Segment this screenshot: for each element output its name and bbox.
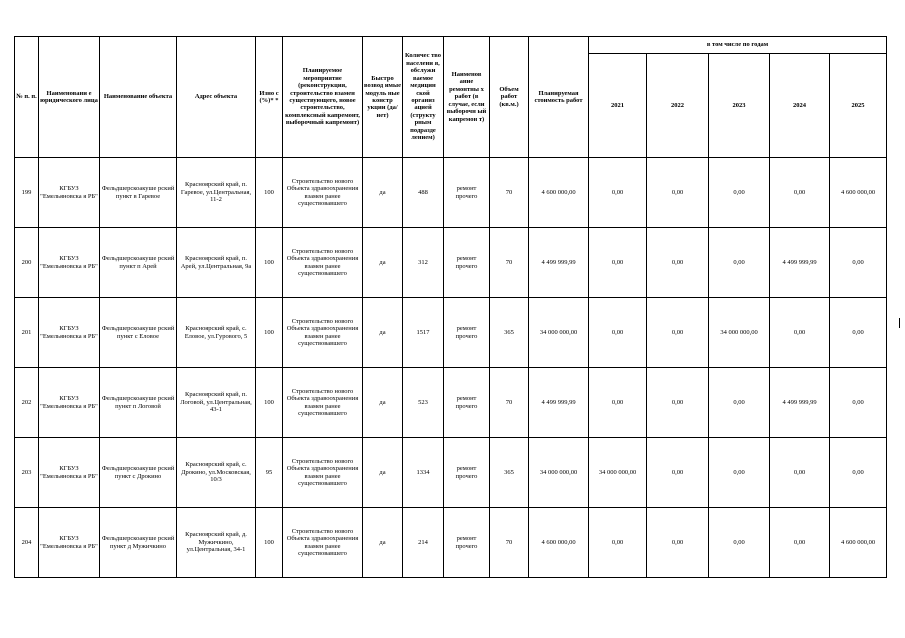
cell-entity: КГБУЗ "Емельяновска я РБ" bbox=[39, 158, 100, 228]
cell-year-2022: 0,00 bbox=[647, 228, 709, 298]
cell-wear: 100 bbox=[256, 298, 283, 368]
table-row bbox=[15, 298, 887, 368]
cell-num: 203 bbox=[15, 438, 39, 508]
cell-year-2025: 0,00 bbox=[830, 438, 887, 508]
scan-edge-mark bbox=[899, 318, 900, 328]
header-by-year: в том числе по годам bbox=[589, 37, 887, 54]
cell-cost: 4 600 000,00 bbox=[529, 508, 589, 578]
cell-population: 488 bbox=[403, 158, 444, 228]
cell-population: 1334 bbox=[403, 438, 444, 508]
cell-year-2021: 0,00 bbox=[589, 508, 647, 578]
cell-year-2025: 4 600 000,00 bbox=[830, 508, 887, 578]
cell-volume: 70 bbox=[490, 508, 529, 578]
cell-entity: КГБУЗ "Емельяновска я РБ" bbox=[39, 298, 100, 368]
table-row bbox=[15, 158, 887, 228]
table-row bbox=[15, 508, 887, 578]
cell-entity: КГБУЗ "Емельяновска я РБ" bbox=[39, 438, 100, 508]
cell-modular: да bbox=[363, 228, 403, 298]
table-row bbox=[15, 368, 887, 438]
table-header bbox=[15, 37, 887, 158]
cell-modular: да bbox=[363, 438, 403, 508]
cell-year-2022: 0,00 bbox=[647, 368, 709, 438]
cell-cost: 34 000 000,00 bbox=[529, 438, 589, 508]
cell-year-2023: 0,00 bbox=[709, 438, 770, 508]
cell-activity: Строительство нового Объекта здравоохранения взамен ранее существовавшего bbox=[283, 508, 363, 578]
cell-num: 202 bbox=[15, 368, 39, 438]
cell-object: Фельдшерскоакуше рский пункт п Арей bbox=[100, 228, 177, 298]
cell-object: Фельдшерскоакуше рский пункт в Гаревое bbox=[100, 158, 177, 228]
cell-population: 214 bbox=[403, 508, 444, 578]
cell-year-2025: 0,00 bbox=[830, 298, 887, 368]
header-year: 2024 bbox=[770, 54, 830, 158]
cell-repair: ремонт прочего bbox=[444, 298, 490, 368]
cell-modular: да bbox=[363, 298, 403, 368]
cell-wear: 100 bbox=[256, 228, 283, 298]
cell-wear: 100 bbox=[256, 158, 283, 228]
cell-population: 1517 bbox=[403, 298, 444, 368]
cell-num: 200 bbox=[15, 228, 39, 298]
cell-object: Фельдшерскоакуше рский пункт п Логовой bbox=[100, 368, 177, 438]
cell-cost: 34 000 000,00 bbox=[529, 298, 589, 368]
cell-year-2023: 34 000 000,00 bbox=[709, 298, 770, 368]
header-legal-entity: Наименовани е юридического лица bbox=[39, 37, 100, 158]
cell-year-2021: 0,00 bbox=[589, 298, 647, 368]
header-year: 2023 bbox=[709, 54, 770, 158]
cell-year-2024: 0,00 bbox=[770, 438, 830, 508]
cell-population: 312 bbox=[403, 228, 444, 298]
cell-wear: 95 bbox=[256, 438, 283, 508]
cell-cost: 4 499 999,99 bbox=[529, 228, 589, 298]
cell-num: 201 bbox=[15, 298, 39, 368]
cell-year-2022: 0,00 bbox=[647, 508, 709, 578]
cell-modular: да bbox=[363, 158, 403, 228]
cell-year-2022: 0,00 bbox=[647, 298, 709, 368]
cell-entity: КГБУЗ "Емельяновска я РБ" bbox=[39, 228, 100, 298]
cell-year-2023: 0,00 bbox=[709, 158, 770, 228]
cell-wear: 100 bbox=[256, 508, 283, 578]
cell-activity: Строительство нового Объекта здравоохранения взамен ранее существовавшего bbox=[283, 158, 363, 228]
registry-table bbox=[14, 36, 887, 578]
header-planned-activity: Планируемое мероприятие (реконструкция, строительство взамен существующего, новое строительство, комплексный капремонт, выборочный капремонт) bbox=[283, 37, 363, 158]
cell-wear: 100 bbox=[256, 368, 283, 438]
header-population: Количес тво населени я, обслужи ваемое медицин ской организ ацией (структу рным подразде лением) bbox=[403, 37, 444, 158]
cell-year-2022: 0,00 bbox=[647, 158, 709, 228]
cell-year-2021: 34 000 000,00 bbox=[589, 438, 647, 508]
cell-year-2024: 0,00 bbox=[770, 508, 830, 578]
cell-address: Красноярский край, п. Логовой, ул.Центральная, 43-1 bbox=[177, 368, 256, 438]
cell-address: Красноярский край, с. Еловое, ул.Гурового, 5 bbox=[177, 298, 256, 368]
cell-address: Красноярский край, п. Гаревое, ул.Центральная, 11-2 bbox=[177, 158, 256, 228]
cell-address: Красноярский край, с. Дрокино, ул.Московская, 10/3 bbox=[177, 438, 256, 508]
cell-year-2024: 0,00 bbox=[770, 158, 830, 228]
cell-activity: Строительство нового Объекта здравоохранения взамен ранее существовавшего bbox=[283, 438, 363, 508]
cell-object: Фельдшерскоакуше рский пункт с Дрокино bbox=[100, 438, 177, 508]
header-year: 2021 bbox=[589, 54, 647, 158]
cell-population: 523 bbox=[403, 368, 444, 438]
cell-repair: ремонт прочего bbox=[444, 508, 490, 578]
cell-year-2023: 0,00 bbox=[709, 368, 770, 438]
table-row bbox=[15, 438, 887, 508]
table-body bbox=[15, 158, 887, 578]
cell-activity: Строительство нового Объекта здравоохранения взамен ранее существовавшего bbox=[283, 368, 363, 438]
header-modular: Быстро возвод имые модуль ные констр укции (да/нет) bbox=[363, 37, 403, 158]
cell-year-2024: 0,00 bbox=[770, 298, 830, 368]
cell-year-2024: 4 499 999,99 bbox=[770, 228, 830, 298]
cell-volume: 365 bbox=[490, 298, 529, 368]
header-year: 2022 bbox=[647, 54, 709, 158]
header-wear: Изно с (%)* * bbox=[256, 37, 283, 158]
header-year: 2025 bbox=[830, 54, 887, 158]
cell-address: Красноярский край, п. Арей, ул.Центральная, 9а bbox=[177, 228, 256, 298]
cell-entity: КГБУЗ "Емельяновска я РБ" bbox=[39, 508, 100, 578]
cell-repair: ремонт прочего bbox=[444, 368, 490, 438]
cell-activity: Строительство нового Объекта здравоохранения взамен ранее существовавшего bbox=[283, 228, 363, 298]
cell-year-2025: 0,00 bbox=[830, 368, 887, 438]
header-volume: Объем работ (кв.м.) bbox=[490, 37, 529, 158]
cell-year-2023: 0,00 bbox=[709, 228, 770, 298]
cell-modular: да bbox=[363, 368, 403, 438]
cell-num: 204 bbox=[15, 508, 39, 578]
cell-year-2021: 0,00 bbox=[589, 158, 647, 228]
cell-year-2025: 0,00 bbox=[830, 228, 887, 298]
cell-repair: ремонт прочего bbox=[444, 228, 490, 298]
cell-volume: 70 bbox=[490, 158, 529, 228]
cell-volume: 365 bbox=[490, 438, 529, 508]
cell-entity: КГБУЗ "Емельяновска я РБ" bbox=[39, 368, 100, 438]
cell-num: 199 bbox=[15, 158, 39, 228]
cell-year-2022: 0,00 bbox=[647, 438, 709, 508]
cell-modular: да bbox=[363, 508, 403, 578]
cell-year-2023: 0,00 bbox=[709, 508, 770, 578]
cell-cost: 4 499 999,99 bbox=[529, 368, 589, 438]
table-row bbox=[15, 228, 887, 298]
header-cost: Планируемая стоимость работ bbox=[529, 37, 589, 158]
header-repair-type: Наименов ание ремонтны х работ (в случае, если выборочн ый капремон т) bbox=[444, 37, 490, 158]
cell-year-2021: 0,00 bbox=[589, 228, 647, 298]
cell-cost: 4 600 000,00 bbox=[529, 158, 589, 228]
cell-activity: Строительство нового Объекта здравоохранения взамен ранее существовавшего bbox=[283, 298, 363, 368]
cell-year-2021: 0,00 bbox=[589, 368, 647, 438]
cell-object: Фельдшерскоакуше рский пункт с Еловое bbox=[100, 298, 177, 368]
header-address: Адрес объекта bbox=[177, 37, 256, 158]
cell-object: Фельдшерскоакуше рский пункт д Мужичкино bbox=[100, 508, 177, 578]
cell-repair: ремонт прочего bbox=[444, 158, 490, 228]
header-object-name: Наименование объекта bbox=[100, 37, 177, 158]
header-num: № п. п. bbox=[15, 37, 39, 158]
cell-volume: 70 bbox=[490, 228, 529, 298]
cell-year-2024: 4 499 999,99 bbox=[770, 368, 830, 438]
cell-address: Красноярский край, д. Мужичкино, ул.Центральная, 34-1 bbox=[177, 508, 256, 578]
cell-repair: ремонт прочего bbox=[444, 438, 490, 508]
cell-year-2025: 4 600 000,00 bbox=[830, 158, 887, 228]
cell-volume: 70 bbox=[490, 368, 529, 438]
